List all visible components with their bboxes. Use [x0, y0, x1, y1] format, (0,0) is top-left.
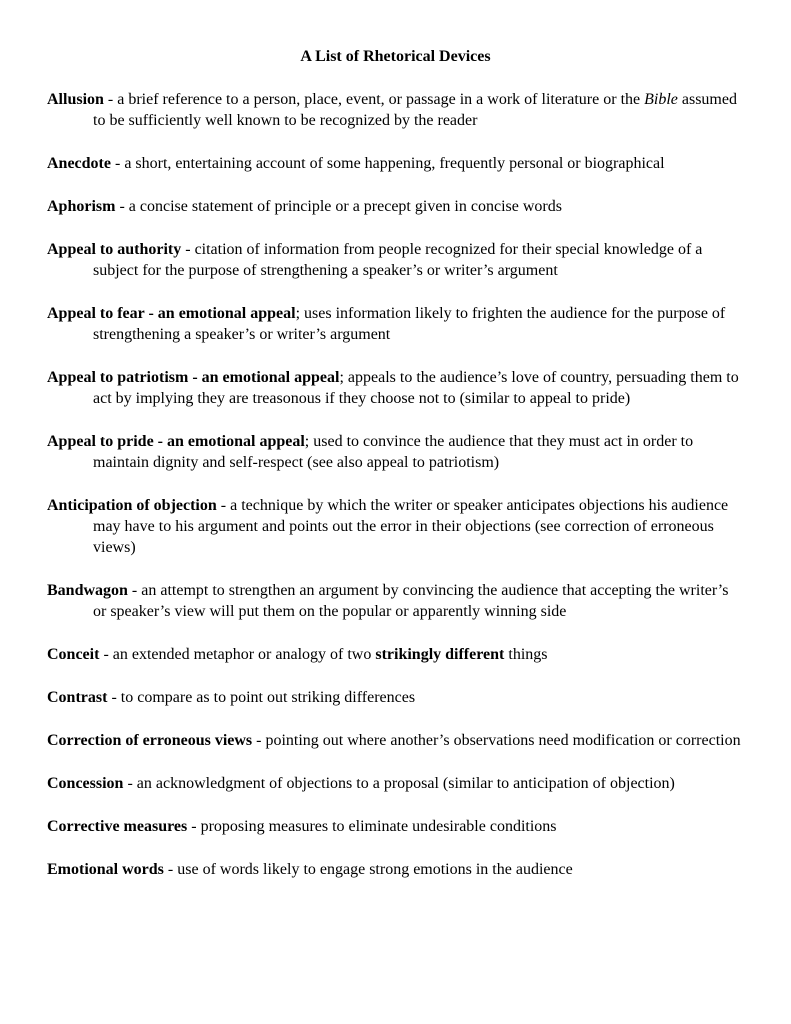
entry-definition: - a concise statement of principle or a precept given in concise words	[115, 198, 562, 215]
entry-term: Appeal to fear	[47, 305, 145, 322]
entry-definition: - use of words likely to engage strong emotions in the audience	[163, 861, 573, 878]
entry-emphasis: an emotional appeal	[201, 369, 340, 386]
entry-term: Conceit	[47, 646, 100, 663]
entry-appeal-to-patriotism	[47, 367, 745, 409]
entry-definition-cont: things	[504, 646, 548, 663]
entry-term: Contrast	[47, 689, 108, 706]
entry-appeal-to-pride	[47, 431, 745, 473]
entry-definition: - pointing out where another’s observations need modification or correction	[252, 732, 741, 749]
entry-term: Appeal to patriotism	[47, 369, 189, 386]
entry-term: Allusion	[47, 91, 104, 108]
entry-definition: ; appeals to the audience’s love of country, persuading them to act by implying they are treasonous if they choose not to (similar to appeal to pride)	[93, 369, 739, 407]
page-title: A List of Rhetorical Devices	[300, 48, 491, 65]
entry-term: Bandwagon	[47, 582, 128, 599]
entry-term: Appeal to pride	[47, 433, 154, 450]
entry-corrective-measures	[47, 816, 745, 837]
entry-conceit	[47, 644, 745, 665]
entry-term: Correction of erroneous views	[47, 732, 253, 749]
entry-separator: -	[153, 433, 167, 450]
entry-allusion	[47, 89, 745, 131]
entry-emphasis: strikingly different	[375, 646, 505, 663]
entry-italic-word: Bible	[644, 91, 678, 108]
entry-separator: -	[144, 305, 158, 322]
entry-term: Corrective measures	[47, 818, 188, 835]
entry-contrast	[47, 687, 745, 708]
entry-definition-cont: assumed to be sufficiently well known to be recognized by the reader	[93, 91, 737, 129]
entry-term: Aphorism	[47, 198, 116, 215]
entry-concession	[47, 773, 745, 794]
entry-anecdote	[47, 153, 745, 174]
entry-term: Anecdote	[47, 155, 111, 172]
entry-definition: - a technique by which the writer or speaker anticipates objections his audience may have to his argument and points out the error in their objections (see correction of erroneous views)	[93, 497, 729, 556]
entry-emotional-words	[47, 859, 745, 880]
entry-definition: - proposing measures to eliminate undesirable conditions	[187, 818, 557, 835]
entry-definition: - a short, entertaining account of some happening, frequently personal or biographical	[110, 155, 665, 172]
entry-definition: ; uses information likely to frighten the audience for the purpose of strengthening a speaker’s or writer’s argument	[93, 305, 726, 343]
entry-term: Appeal to authority	[47, 241, 182, 258]
entry-term: Emotional words	[47, 861, 164, 878]
entry-definition: - citation of information from people recognized for their special knowledge of a subject for the purpose of strengthening a speaker’s or writer’s argument	[93, 241, 703, 279]
entry-aphorism	[47, 196, 745, 217]
entry-definition: - to compare as to point out striking differences	[107, 689, 416, 706]
entry-term: Concession	[47, 775, 124, 792]
entry-definition: - an attempt to strengthen an argument by convincing the audience that accepting the writer’s or speaker’s view will put them on the popular or apparently winning side	[93, 582, 729, 620]
entry-bandwagon	[47, 580, 745, 622]
entry-separator: -	[188, 369, 202, 386]
entry-term: Anticipation of objection	[47, 497, 217, 514]
entry-appeal-to-authority	[47, 239, 745, 281]
entry-definition: - an extended metaphor or analogy of two	[99, 646, 376, 663]
entry-appeal-to-fear	[47, 303, 745, 345]
entry-emphasis: an emotional appeal	[167, 433, 305, 450]
entry-anticipation-of-objection	[47, 495, 745, 558]
entry-definition: - a brief reference to a person, place, event, or passage in a work of literature or the	[103, 91, 645, 108]
entry-correction-of-erroneous-views	[47, 730, 745, 751]
entry-definition: - an acknowledgment of objections to a proposal (similar to anticipation of objection)	[123, 775, 675, 792]
device-list	[47, 89, 745, 902]
entry-emphasis: an emotional appeal	[157, 305, 296, 322]
entry-definition: ; used to convince the audience that they must act in order to maintain dignity and self-respect (see also appeal to patriotism)	[93, 433, 694, 471]
